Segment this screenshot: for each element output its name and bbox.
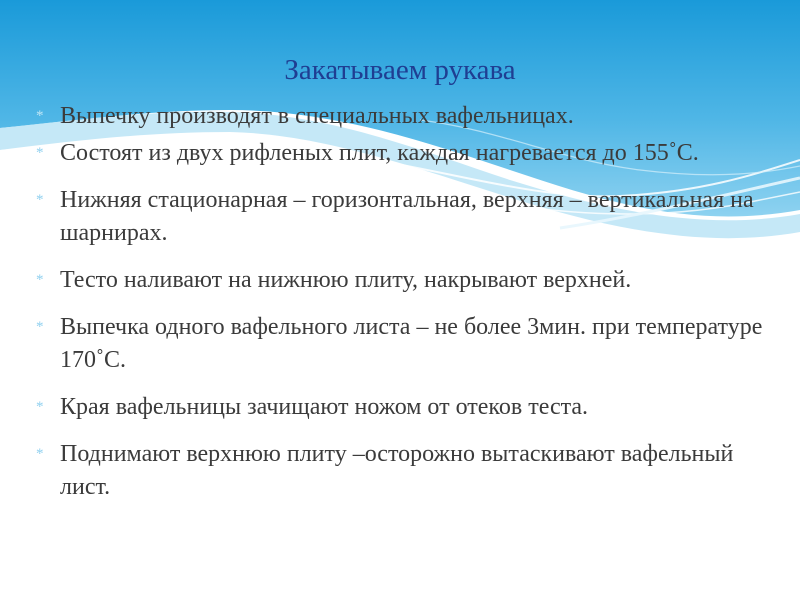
bullet-text: Выпечку производят в специальных вафельницах. xyxy=(60,103,574,129)
bullet-marker-icon: * xyxy=(36,192,44,208)
bullet-marker-icon: * xyxy=(36,399,44,415)
bullet-text: Поднимают верхнюю плиту –осторожно вытаскивают вафельный лист. xyxy=(60,441,734,500)
bullet-text: Тесто наливают на нижнюю плиту, накрывают верхней. xyxy=(60,267,632,293)
bullet-text: Края вафельницы зачищают ножом от отеков теста. xyxy=(60,394,589,420)
bullet-text: Выпечка одного вафельного листа – не более 3мин. при температуре 170˚С. xyxy=(60,314,763,373)
bullet-item xyxy=(36,137,786,170)
bullet-marker-icon: * xyxy=(36,446,44,462)
bullet-text: Состоят из двух рифленых плит, каждая нагревается до 155˚С. xyxy=(60,140,699,166)
bullet-marker-icon: * xyxy=(36,145,44,161)
bullet-text: Нижняя стационарная – горизонтальная, верхняя – вертикальная на шарнирах. xyxy=(60,187,754,246)
bullet-list xyxy=(36,100,786,518)
slide-title: Закатываем рукава xyxy=(284,54,516,86)
bullet-marker-icon: * xyxy=(36,272,44,288)
bullet-item xyxy=(36,391,786,424)
bullet-marker-icon: * xyxy=(36,319,44,335)
bullet-item xyxy=(36,264,786,297)
bullet-marker-icon: * xyxy=(36,108,44,124)
bullet-item xyxy=(36,184,786,250)
bullet-item xyxy=(36,100,786,133)
bullet-item xyxy=(36,438,786,504)
bullet-item xyxy=(36,311,786,377)
